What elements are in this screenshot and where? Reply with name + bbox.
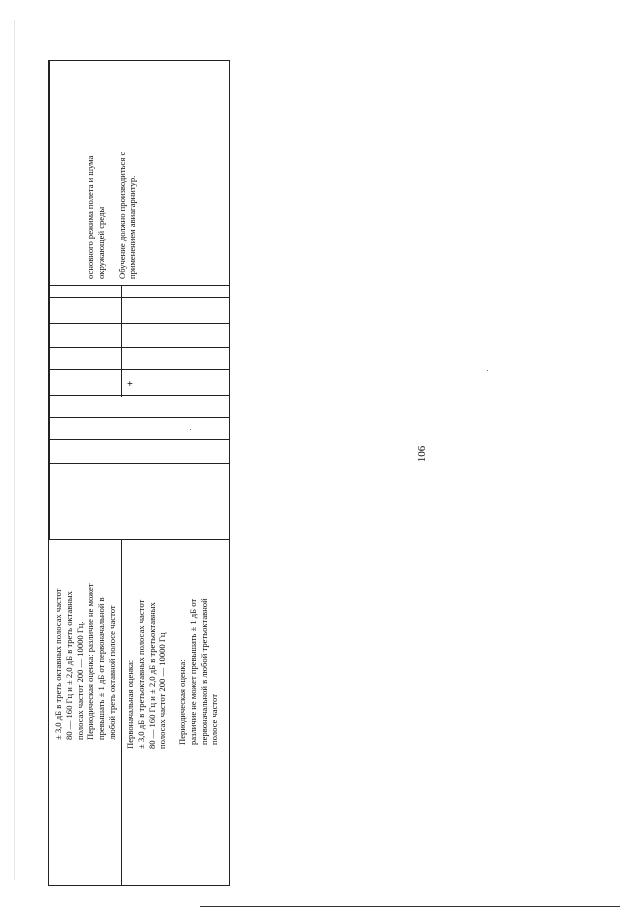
column-boundary <box>49 369 229 370</box>
column-boundary <box>49 395 229 396</box>
criteria-line: Первоначальная оценка: <box>125 659 135 749</box>
criteria-line: превышать ± 1 дБ от первоначальной в <box>96 597 107 740</box>
criteria-block-1 <box>53 583 118 740</box>
criteria-line: Периодическая оценка: различие не может <box>85 583 96 740</box>
remarks-cell <box>85 152 138 279</box>
cell-split <box>121 539 122 885</box>
page-margin-line <box>14 20 15 880</box>
column-boundary <box>49 417 229 418</box>
criteria-line: любой треть октавной полосе частот <box>106 605 117 740</box>
remarks-line: окружающей среды <box>95 206 106 279</box>
scan-speck <box>190 429 191 430</box>
column-boundary <box>49 439 229 440</box>
scan-speck <box>487 370 488 371</box>
criteria-line: 80 — 160 Гц и ± 2,0 дБ в треть октавных <box>63 591 74 740</box>
row-divider <box>49 539 229 540</box>
remarks-line: применением авиагарнитур. <box>127 175 138 279</box>
criteria-line: Периодическая оценка: <box>177 659 187 745</box>
criteria-line: полосах частот 200 — 10000 Гц. <box>74 621 85 740</box>
page-number: 106 <box>416 445 428 463</box>
column-boundary <box>49 323 229 324</box>
criteria-line: полосе частот <box>209 694 220 745</box>
cell-split <box>121 285 122 397</box>
col-divider <box>49 61 50 539</box>
criteria-line: полосах частот 200 — 10000 Гц <box>157 632 168 749</box>
criteria-block-3 <box>177 598 220 745</box>
criteria-line: 80 — 160 Гц и ± 2,0 дБ в третьоктавных <box>146 602 157 749</box>
remarks-line: Обучение должно производиться с <box>116 151 127 279</box>
criteria-line: ± 3,0 дБ в треть октавных полосах частот <box>53 588 63 740</box>
criteria-line: первоначальной в любой третьоктавной <box>198 598 209 745</box>
criteria-line: ± 3,0 дБ в третьоктавных полосах частот <box>135 599 146 749</box>
requirements-table <box>48 60 230 886</box>
check-mark: + <box>125 380 137 387</box>
criteria-block-2 <box>125 600 168 749</box>
criteria-line: различие не может превышать ± 1 дБ от <box>187 598 198 745</box>
column-boundary <box>49 297 229 298</box>
column-boundary <box>49 463 229 464</box>
remarks-line: основного режима полета и шума <box>85 155 95 279</box>
column-boundary <box>49 285 229 286</box>
column-boundary <box>49 347 229 348</box>
